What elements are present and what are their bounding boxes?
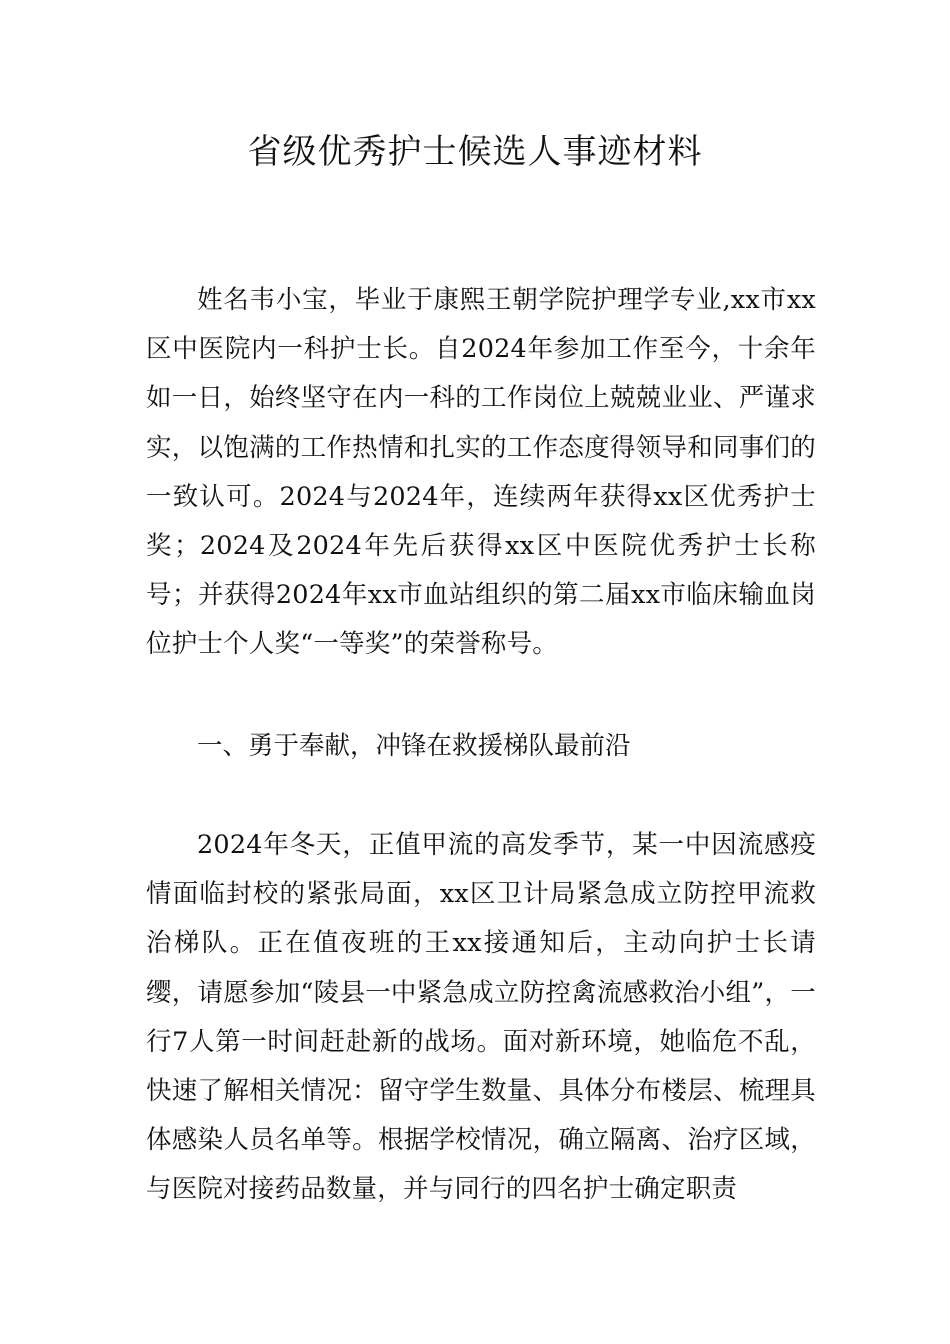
document-title: 省级优秀护士候选人事迹材料 (247, 132, 703, 172)
section-heading-1: 一、勇于奉献，冲锋在救援梯队最前沿 (197, 731, 631, 761)
intro-paragraph: 姓名韦小宝，毕业于康熙王朝学院护理学专业,xx市xx区中医院内一科护士长。自2024年参加工作至今，十余年如一日，始终坚守在内一科的工作岗位上兢兢业业、严谨求实，以饱满的工作热情和扎实的工作态度得领导和同事们的一致认可。2024与2024年，连续两年获得xx区优秀护士奖；2024及2024年先后获得xx区中医院优秀护士长称号；并获得2024年xx市血站组织的第二届xx市临床输血岗位护士个人奖“一等奖”的荣誉称号。 (146, 285, 816, 660)
section-1-paragraph: 2024年冬天，正值甲流的高发季节，某一中因流感疫情面临封校的紧张局面，xx区卫计局紧急成立防控甲流救治梯队。正在值夜班的王xx接通知后，主动向护士长请缨，请愿参加“陵县一中紧急成立防控禽流感救治小组”，一行7人第一时间赶赴新的战场。面对新环境，她临危不乱，快速了解相关情况：留守学生数量、具体分布楼层、梳理具体感染人员名单等。根据学校情况，确立隔离、治疗区域，与医院对接药品数量，并与同行的四名护士确定职责 (146, 830, 816, 1205)
